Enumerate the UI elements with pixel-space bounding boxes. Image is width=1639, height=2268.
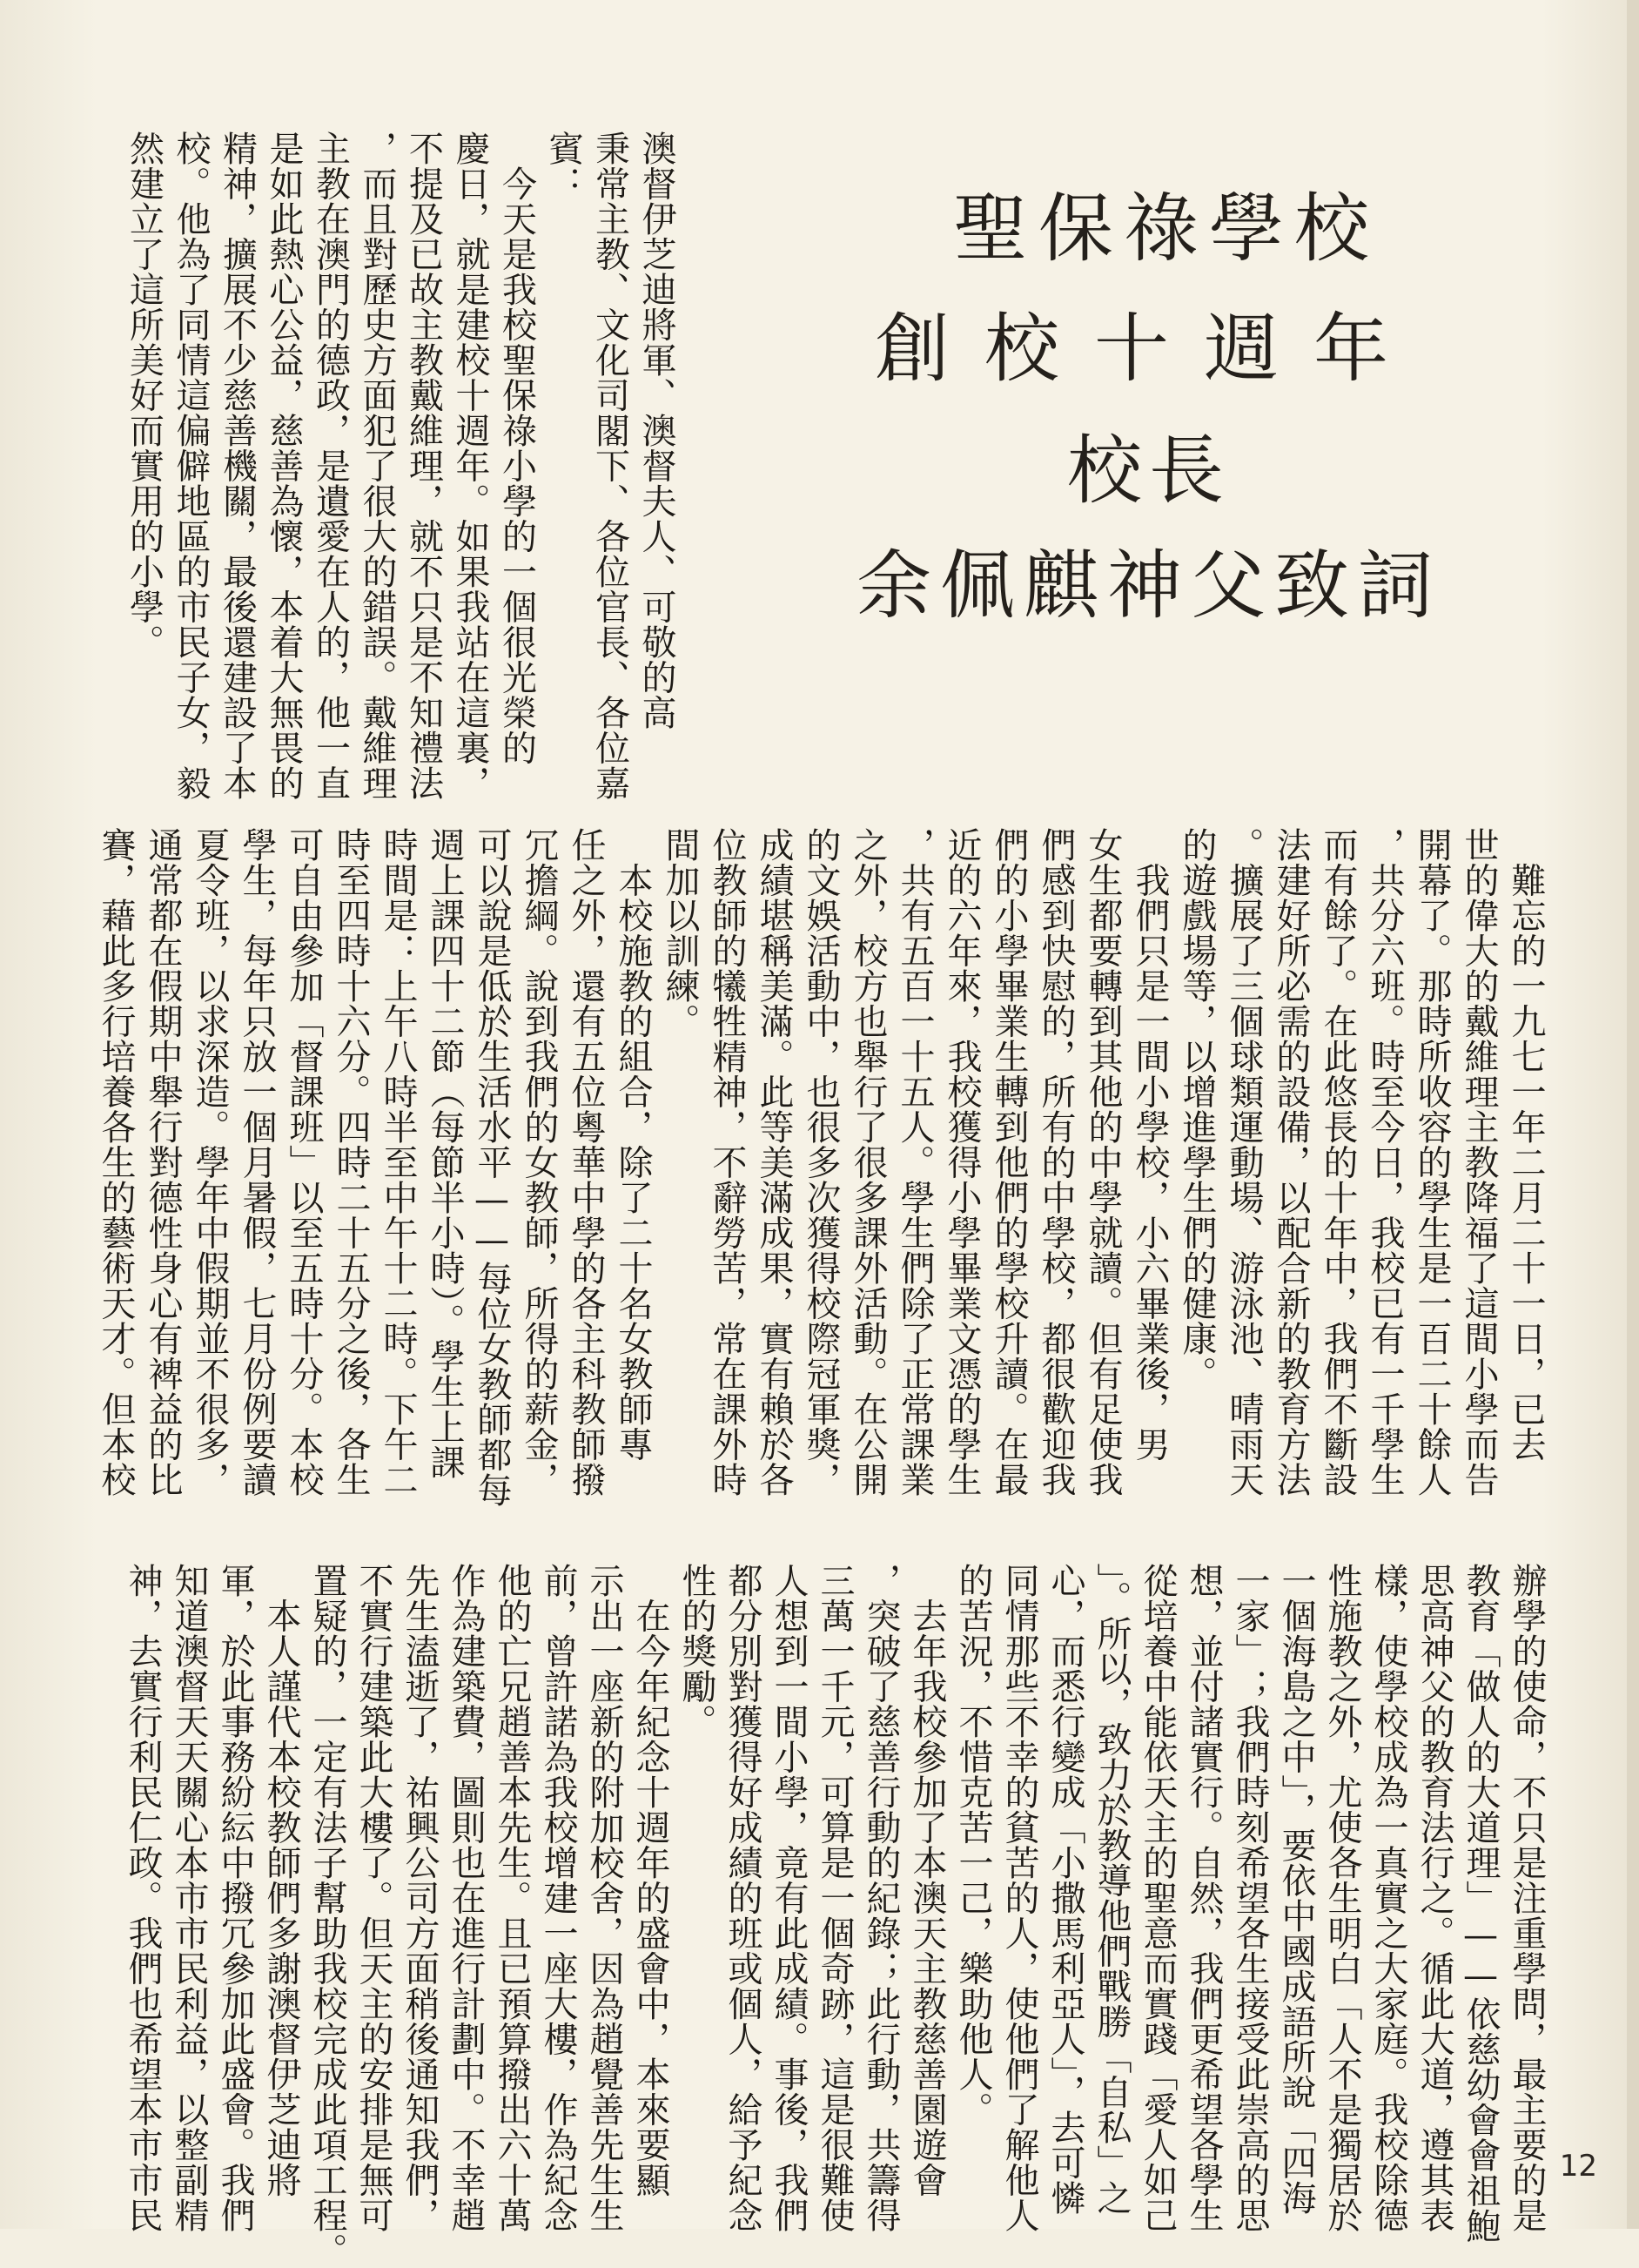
- title-anniversary: 創校十週年: [875, 306, 1423, 393]
- page-number: 12: [1559, 2149, 1597, 2184]
- speech-bottom-block: 辦學的使命，不只是注重學問，最主要的是 教育「做人的大道理」——依慈幼會會祖鮑 思高神父的教育法行之。循此大道，遵其表 樣，使學校成為一真實之大家庭。我校除德 性施教之外，尤使各生明白「人不是獨居於 一個海島之中」，要依中國成語所說「四海 一家」；我們時刻希望各生接受此崇高的思 想，並付諸實行。自然，我們更希望各學生 從培養中能依天主的聖意而實踐「愛人如己 」。所以，致力於教導他們戰勝「自私」之 心，而悉行變成「小撒馬利亞人」，去可憐 同情那些不幸的貧苦的人，使他們了解他人 的苦況，不惜克苦一己，樂助他人。 去年我校參加了本澳天主教慈善園遊會 ，突破了慈善行動的紀錄；此行動，共籌得 三萬一千元，可算是一個奇跡，這是很難使 人想到一間小學，竟有此成績。事後，我們 都分別對獲得好成績的班或個人，給予紀念 性的獎勵。 在今年紀念十週年的盛會中，本來要顯 示出一座新的附加校舍，因為趙覺善先生生 前，曾許諾為我校增建一座大樓，作為紀念 他的亡兄趙善本先生。且已預算撥出六十萬 作為建築費，圖則也在進行計劃中。不幸趙 先生溘逝了，祐興公司方面稍後通知我們， 不實行建築此大樓了。但天主的安排是無可 置疑的，一定有法子幫助我校完成此項工程。 本人謹代本校教師們多謝澳督伊芝迪將 軍，於此事務紛紜中撥冗參加此盛會。我們 知道澳督天天關心本市市民利益，以整副精 神，去實行利民仁政。我們也希望本市市民: [123, 1563, 1547, 2268]
- title-school-name: 聖保祿學校: [953, 185, 1380, 273]
- title-speaker: 余佩麒神父致詞: [856, 542, 1441, 629]
- page-edge: [1627, 0, 1639, 2229]
- speech-opening-block: 澳督伊芝迪將軍、澳督夫人、可敬的高 秉常主教、文化司閣下、各位官長、各位嘉 賓： 今天是我校聖保祿小學的一個很光榮的 慶日，就是建校十週年。如果我站在這裏， 不提及已故主教戴維理，就不只是不知禮法 ，而且對歷史方面犯了很大的錯誤。戴維理 主教在澳門的德政，是遺愛在人的，他一直 是如此熱心公益，慈善為懷，本着大無畏的 精神，擴展不少慈善機關，最後還建設了本 校。他為了同情這偏僻地區的市民子女，毅 然建立了這所美好而實用的小學。: [124, 131, 676, 801]
- speech-middle-block: 難忘的一九七一年二月二十一日，已去 世的偉大的戴維理主教降福了這間小學而告 開幕了。那時所收容的學生是一百二十餘人 ，共分六班。時至今日，我校已有一千學生 而有餘了。在此悠長的十年中，我們不斷設 法建好所必需的設備，以配合新的教育方法 。擴展了三個球類運動場、游泳池、晴雨天 的遊戲場等，以增進學生們的健康。 我們只是一間小學校，小六畢業後，男 女生都要轉到其他的中學就讀。但有足使我 們感到快慰的，所有的中學校，都很歡迎我 們的小學畢業生轉到他們的學校升讀。在最 近的六年來，我校獲得小學畢業文憑的學生 ，共有五百一十五人。學生們除了正常課業 之外，校方也舉行了很多課外活動。在公開 的文娛活動中，也很多次獲得校際冠軍獎， 成績堪稱美滿。此等美滿成果，實有賴於各 位教師的犧牲精神，不辭勞苦，常在課外時 間加以訓練。 本校施教的組合，除了二十名女教師專 任之外，還有五位粵華中學的各主科教師撥 冗擔綱。說到我們的女教師，所得的薪金， 可以說是低於生活水平——每位女教師都每 週上課四十二節（每節半小時）。學生上課 時間是：上午八時半至中午十二時。下午二 時至四時十六分。四時二十五分之後，各生 可自由參加「督課班」以至五時十分。本校 學生，每年只放一個月暑假，七月份例要讀 夏令班，以求深造。學年中假期並不很多， 通常都在假期中舉行對德性身心有裨益的比 賽，藉此多行培養各生的藝術天才。但本校: [96, 827, 1546, 1508]
- title-principal: 校長: [1067, 427, 1231, 515]
